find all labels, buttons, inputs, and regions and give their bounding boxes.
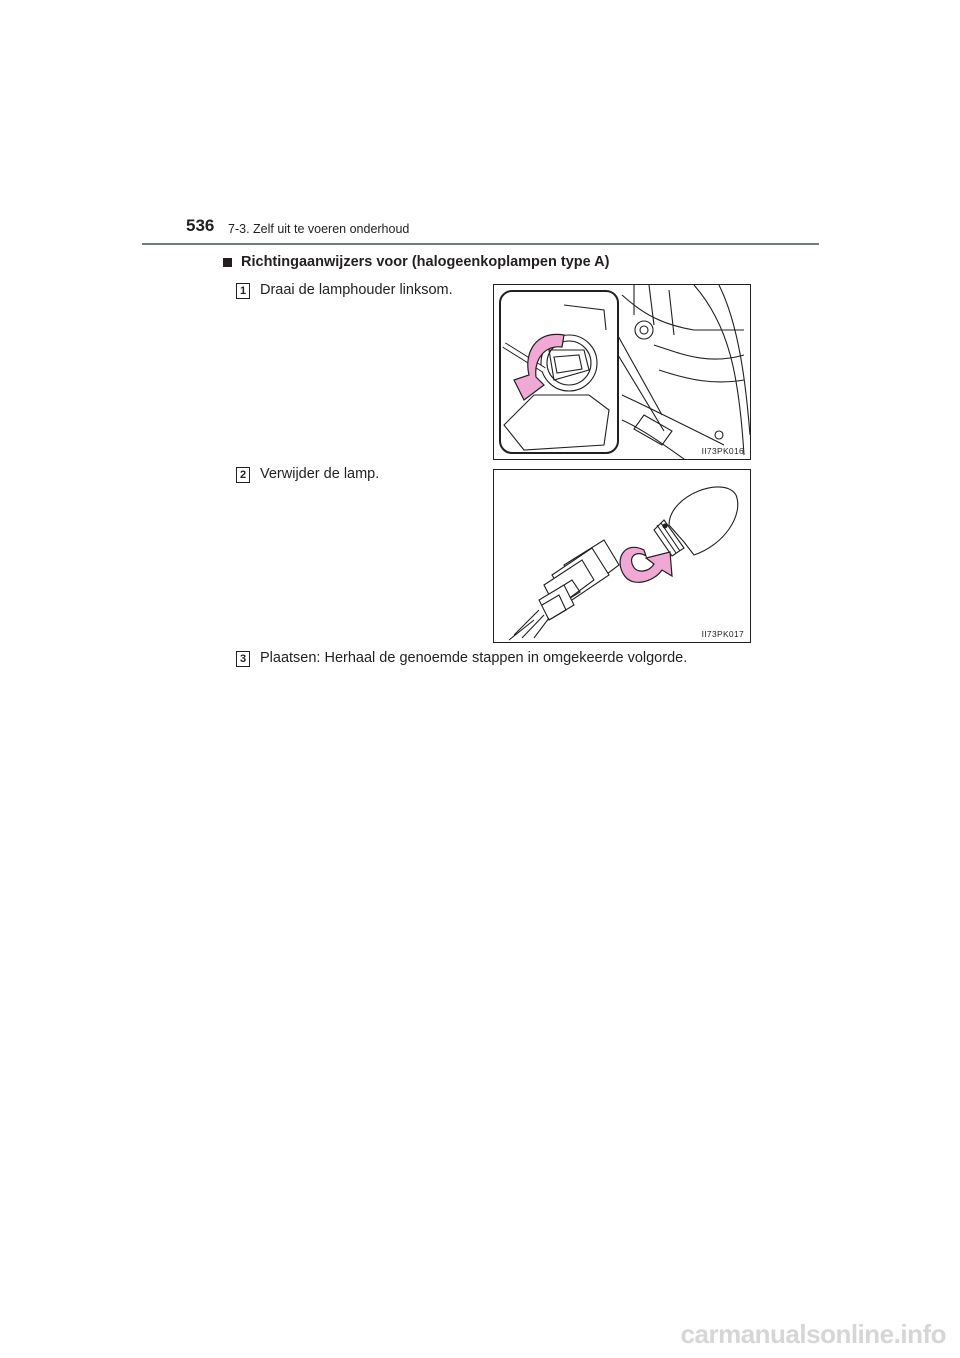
lamp-holder-illustration (494, 285, 750, 459)
square-bullet-icon (223, 258, 232, 267)
figure-lamp-holder (493, 284, 751, 460)
section-heading (223, 254, 609, 270)
step-2-badge: 2 (236, 467, 250, 483)
figure-code: II73PK017 (701, 629, 744, 639)
figure-bulb-removal (493, 469, 751, 643)
step-1-badge: 1 (236, 283, 250, 299)
page-number: 536 (186, 216, 215, 235)
twist-pull-arrow-icon (620, 547, 672, 582)
watermark: carmanualsonline.info (680, 1319, 946, 1349)
step-2-text: Verwijder de lamp. (260, 466, 380, 482)
step-3-text: Plaatsen: Herhaal de genoemde stappen in omgekeerde volgorde. (260, 650, 688, 666)
chapter-title: 7-3. Zelf uit te voeren onderhoud (228, 222, 410, 236)
step-1-text: Draai de lamphouder linksom. (260, 282, 453, 298)
section-title-text: Richtingaanwijzers voor (halogeenkoplampen type A) (241, 254, 610, 270)
step-3-badge: 3 (236, 651, 250, 667)
header-divider (142, 243, 819, 245)
bulb-removal-illustration (494, 470, 750, 642)
figure-code: II73PK016 (701, 446, 744, 456)
